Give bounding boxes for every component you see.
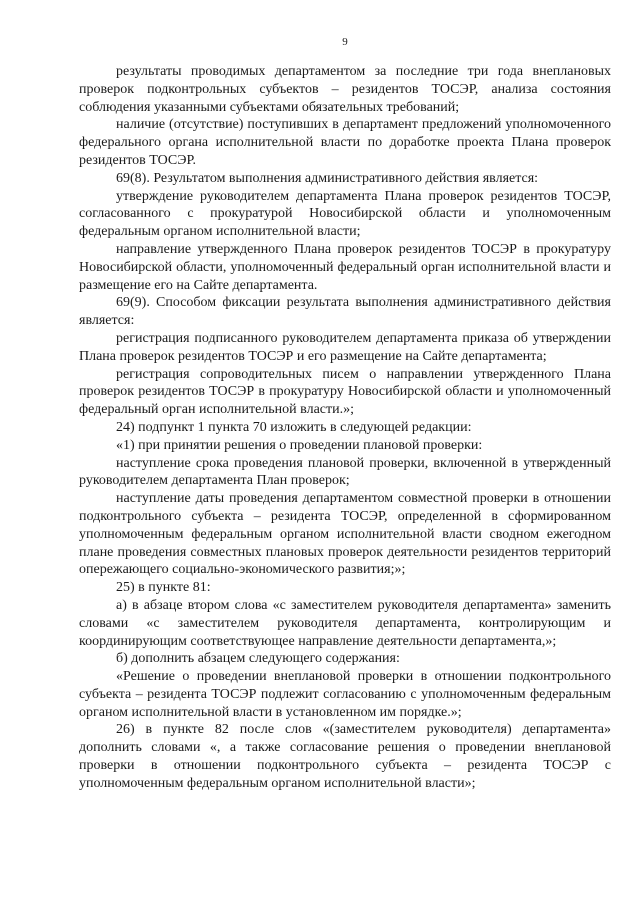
paragraph: 25) в пункте 81: [116, 580, 211, 596]
paragraph: 69(8). Результатом выполнения административного действия является: [116, 170, 539, 186]
paragraph: результаты проводимых департаментом за последние три года внеплановых проверок подконтрольных субъектов – резидентов ТОСЭР, анализа состояния соблюдения указанными субъектами обязательных требований; [79, 64, 611, 115]
paragraph: «Решение о проведении внеплановой проверки в отношении подконтрольного субъекта – резидента ТОСЭР подлежит согласованию с уполномоченным федеральным органом исполнительной власти в установленном им порядке.»; [79, 669, 611, 720]
paragraph: а) в абзаце втором слова «с заместителем руководителя департамента» заменить словами «с заместителем руководителя департамента, контролирующим и координирующим соответствующее направление деятельности департамента,»; [79, 597, 611, 649]
page-number: 9 [342, 36, 348, 48]
paragraph: 26) в пункте 82 после слов «(заместителем руководителя) департамента» дополнить словами «, а также согласование решения о проведении внеплановой проверки в отношении подконтрольного субъекта – резидента ТОСЭР с уполномоченным федеральным органом исполнительной власти»; [79, 722, 611, 791]
paragraph: наступление даты проведения департаментом совместной проверки в отношении подконтрольного субъекта – резидента ТОСЭР, определенной в сформированном уполномоченным федеральным органом исполнительной власти сводном ежегодном плане проведения совместных плановых проверок деятельности резидентов территорий опережающего социально-экономического развития;»; [79, 491, 611, 578]
paragraph: 24) подпункт 1 пункта 70 изложить в следующей редакции: [116, 419, 472, 435]
paragraph: регистрация подписанного руководителем департамента приказа об утверждении Плана проверок резидентов ТОСЭР и его размещение на Сайте департамента; [79, 330, 611, 364]
paragraph: «1) при принятии решения о проведении плановой проверки: [116, 437, 483, 453]
paragraph: наличие (отсутствие) поступивших в департамент предложений уполномоченного федерального органа исполнительной власти по доработке проекта Плана проверок резидентов ТОСЭР. [79, 117, 611, 168]
paragraph: утверждение руководителем департамента Плана проверок резидентов ТОСЭР, согласованного с прокуратурой Новосибирской области и уполномоченным федеральным органом исполнительной власти; [79, 188, 611, 240]
document-body [79, 63, 611, 793]
paragraph: направление утвержденного Плана проверок резидентов ТОСЭР в прокуратуру Новосибирской области, уполномоченный федеральный орган исполнительной власти и размещение его на Сайте департамента. [79, 241, 611, 293]
paragraph: наступление срока проведения плановой проверки, включенной в утвержденный руководителем департамента План проверок; [79, 455, 611, 489]
paragraph: регистрация сопроводительных писем о направлении утвержденного Плана проверок резидентов ТОСЭР в прокуратуру Новосибирской области и уполномоченный федеральный орган исполнительной власти.»; [79, 366, 611, 418]
paragraph: 69(9). Способом фиксации результата выполнения административного действия является: [79, 295, 611, 329]
paragraph: б) дополнить абзацем следующего содержания: [116, 651, 400, 667]
